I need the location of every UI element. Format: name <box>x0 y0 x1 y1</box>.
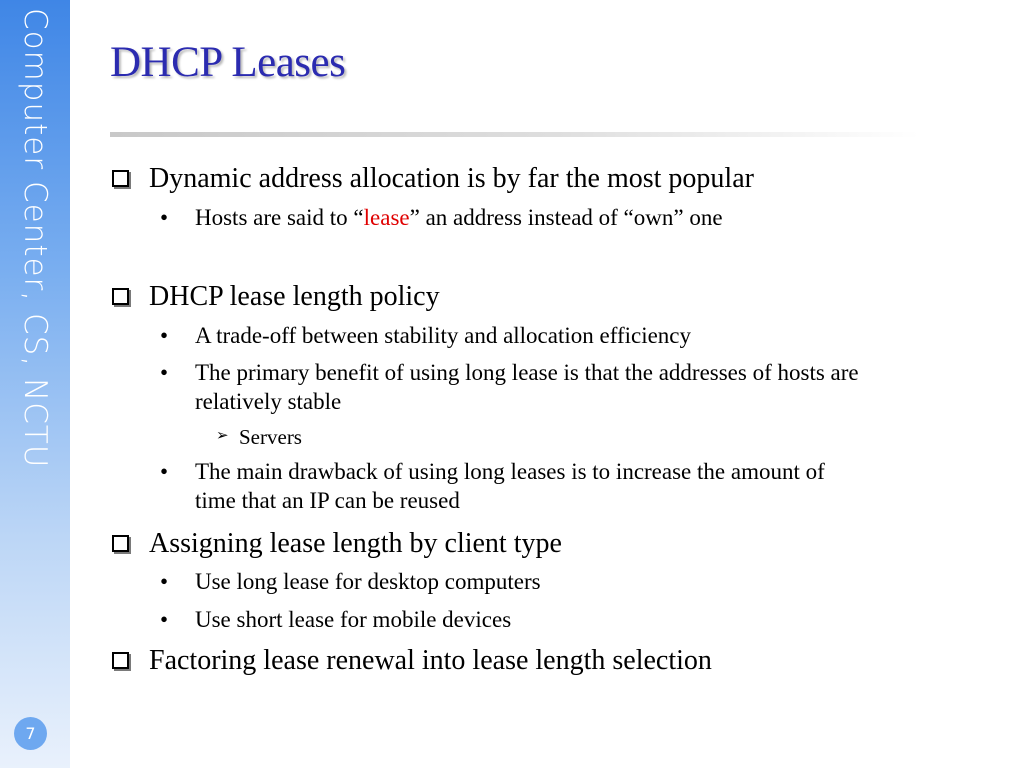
dot-bullet-icon: • <box>160 323 169 348</box>
checkbox-bullet-icon <box>112 535 129 552</box>
checkbox-bullet-icon <box>112 652 129 669</box>
sub-bullet-text: Use long lease for desktop computers <box>195 569 541 594</box>
arrow-bullet-icon: ➢ <box>216 426 229 444</box>
bullet-text: Assigning lease length by client type <box>149 528 562 559</box>
dot-bullet-icon: • <box>160 607 169 632</box>
dot-bullet-icon: • <box>160 205 169 230</box>
highlight-lease: lease <box>363 205 410 230</box>
sub-bullet-text: relatively stable <box>195 389 342 414</box>
bullet-text: DHCP lease length policy <box>149 281 440 312</box>
page-number-badge: 7 <box>14 717 47 750</box>
slide-title: DHCP Leases <box>110 39 346 86</box>
sub-bullet-text: Use short lease for mobile devices <box>195 607 512 632</box>
sub-bullet-text: A trade-off between stability and allocation efficiency <box>195 323 692 348</box>
sub-sub-bullet-text: Servers <box>239 425 302 449</box>
text-after: ” an address instead of “own” one <box>409 205 723 230</box>
title-divider <box>110 132 920 137</box>
checkbox-bullet-icon <box>112 288 129 305</box>
sidebar-label: Computer Center, CS, NCTU <box>17 8 53 469</box>
dot-bullet-icon: • <box>160 459 169 484</box>
bullet-text: Dynamic address allocation is by far the most popular <box>149 163 754 194</box>
sub-bullet-text <box>195 205 723 231</box>
sub-bullet-text: The main drawback of using long leases is to increase the amount of <box>195 459 825 484</box>
bullet-text: Factoring lease renewal into lease length selection <box>149 645 712 676</box>
dot-bullet-icon: • <box>160 569 169 594</box>
sub-bullet-text: The primary benefit of using long lease is that the addresses of hosts are <box>195 360 859 385</box>
sidebar <box>0 0 70 768</box>
text-before: Hosts are said to “ <box>195 205 364 230</box>
checkbox-bullet-icon <box>112 170 129 187</box>
dot-bullet-icon: • <box>160 360 169 385</box>
sub-bullet-text: time that an IP can be reused <box>195 488 460 513</box>
